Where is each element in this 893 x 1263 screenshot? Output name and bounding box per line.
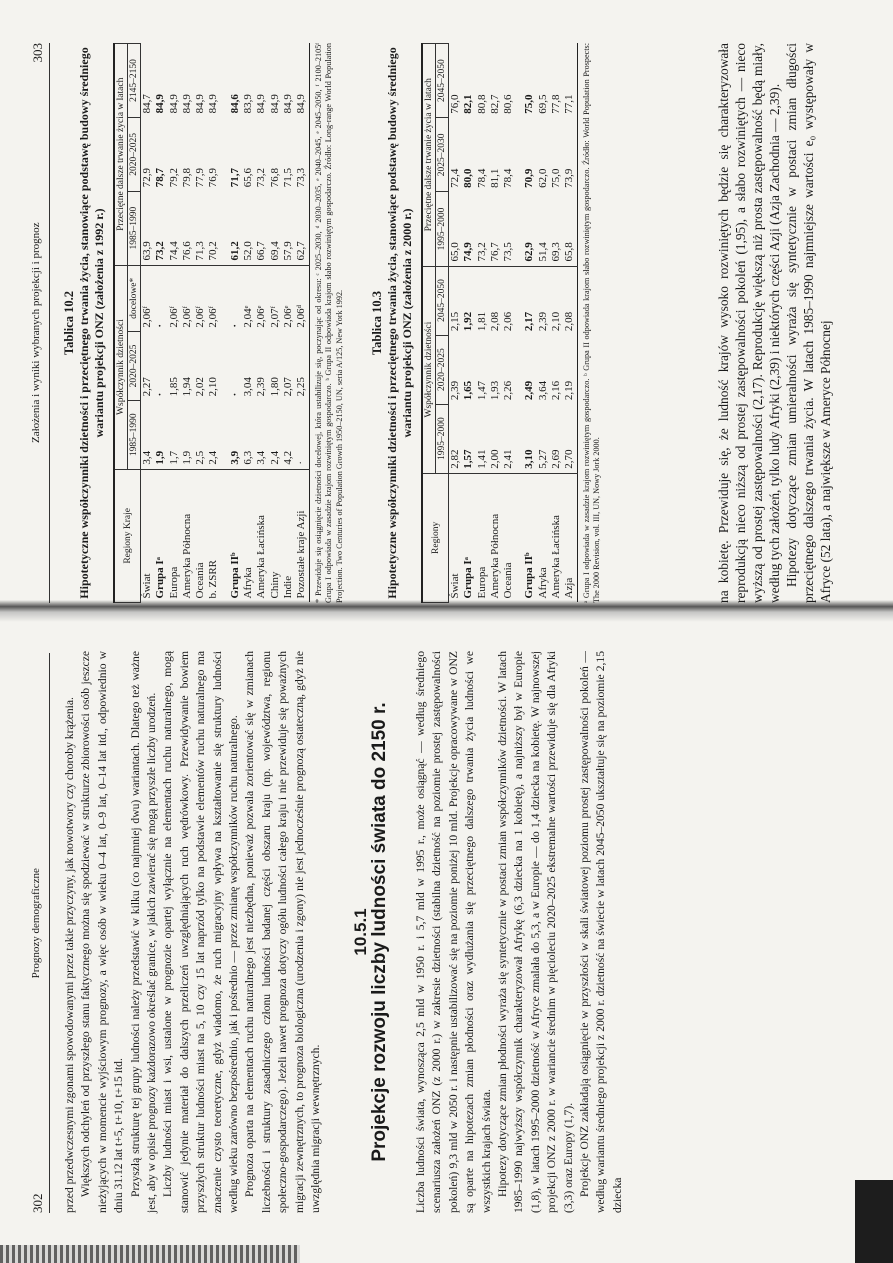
value-cell: 2,39 [536, 311, 549, 332]
value-cell: 1,9 [154, 400, 167, 469]
value-cell: 74,4 [168, 191, 181, 265]
region-cell: Świat [449, 573, 461, 599]
value-cell: 73,2 [476, 192, 489, 266]
value-cell: 73,5 [502, 192, 515, 266]
region-column-header: Regiony [422, 473, 449, 602]
region-cell: Oceania [502, 562, 515, 599]
region-cell: Oceania [194, 562, 207, 599]
value-cell: 2,06ᵈ [295, 304, 308, 328]
region-cell: Ameryka Łacińska [550, 515, 563, 599]
region-cell: Pozostałe kraje Azji [295, 510, 308, 599]
value-cell: 78,4 [502, 168, 515, 188]
value-cell: · [154, 392, 167, 397]
value-cell: · [154, 323, 167, 328]
value-cell: 81,1 [488, 168, 501, 188]
value-cell: 84,9 [268, 94, 281, 114]
value-cell: 2,16 [550, 380, 563, 401]
value-cell: 3,10 [523, 404, 536, 473]
section-number: 10.5.1 [350, 908, 370, 956]
column-header: 2145–2150 [128, 44, 141, 118]
section-title: Projekcje rozwoju liczby ludności świata do 2150 r. [368, 702, 390, 1162]
value-cell: 3,04 [242, 377, 255, 397]
value-cell: 80,8 [475, 94, 488, 114]
value-cell: 2,70 [563, 404, 577, 473]
column-header: docelowe* [128, 265, 141, 332]
value-cell: 4,2 [282, 400, 295, 469]
paragraph: Projekcje ONZ zakładają osiągnięcie w przyszłości w skali światowej poziomu prostej zastępowalności pokoleń — według wariantu średniego projekcji z 2000 r. dzietność na świecie w latach 2045–2050 ukształtuje się na poziomie 2,15 dziecka [577, 651, 624, 1213]
table-row [242, 44, 255, 603]
table-row [194, 44, 207, 603]
table-row [269, 44, 282, 603]
left-page-header [30, 653, 50, 1213]
value-cell: 84,9 [281, 94, 294, 114]
value-cell: 77,9 [194, 167, 207, 188]
column-header: 1985–1990 [128, 191, 141, 265]
column-header: 2045–2050 [436, 44, 449, 118]
value-cell: 84,9 [295, 94, 308, 114]
value-cell: 1,9 [181, 400, 194, 469]
value-cell: 66,7 [255, 191, 268, 265]
value-cell: 3,4 [255, 400, 268, 469]
value-cell: 3,64 [536, 380, 549, 401]
value-cell: 69,3 [550, 192, 563, 266]
value-cell: 84,9 [207, 94, 220, 114]
table-row [229, 44, 242, 603]
region-cell: Grupa IIᵇ [228, 552, 241, 599]
region-cell: b. ZSRR [207, 559, 220, 599]
value-cell: 72,9 [141, 167, 153, 188]
value-cell: 84,9 [154, 94, 167, 114]
table-row [476, 44, 489, 603]
value-cell: 2,25 [295, 377, 308, 397]
table-row [295, 44, 309, 603]
table-row [168, 44, 181, 603]
value-cell: 2,06ᶠ [180, 306, 193, 328]
value-cell: 2,39 [255, 377, 268, 397]
value-cell: 84,7 [141, 94, 153, 114]
value-cell: 73,2 [255, 167, 268, 188]
value-cell: 52,0 [242, 191, 255, 265]
value-cell: 2,69 [550, 404, 563, 473]
value-cell: 2,15 [449, 311, 461, 332]
value-cell: 65,8 [563, 192, 577, 266]
table-row [282, 44, 295, 603]
paragraph: Prognoza oparta na elementach ruchu naturalnego jest niezbędna, ponieważ pozwala zorientować się w zmianach liczebności i struktury zasadniczego członu ludności badanej części obszaru kraju (np. województwa, regionu społeczno-gospodarczego). Jeżeli nawet prognoza dotyczy ogółu ludności całego kraju i nie przewiduje się poważnych migracji zewnętrznych, to prognoza biologiczna (urodzenia i zgony) nie jest jednocześnie prognozą ostateczną, gdyż nie uwzględnia migracji wewnętrznych. [243, 651, 323, 1213]
value-cell: 2,08 [563, 311, 576, 332]
value-cell: 75,0 [550, 168, 563, 188]
value-cell: 1,94 [180, 377, 193, 397]
column-header: 2020–2025 [436, 335, 449, 404]
column-header: 2020–2025 [128, 117, 141, 191]
value-cell: 2,06ᶠ [141, 306, 153, 328]
table-caption [62, 43, 107, 603]
region-cell: Świat [141, 573, 153, 599]
table-row [563, 44, 577, 603]
value-cell: 1,93 [488, 380, 501, 401]
table-row [462, 44, 475, 603]
value-cell: 76,0 [449, 94, 461, 114]
value-cell: 2,39 [449, 380, 461, 401]
column-header: 2020–2025 [128, 332, 141, 401]
table-row [181, 44, 194, 603]
value-cell: 76,6 [181, 191, 194, 265]
value-cell: 80,0 [462, 168, 475, 188]
column-header: 2045–2050 [436, 266, 449, 335]
value-cell: 2,08 [488, 311, 501, 332]
value-cell: 82,7 [488, 94, 501, 114]
value-cell: 83,9 [242, 94, 255, 114]
data-table [421, 43, 578, 603]
value-cell: 2,49 [523, 380, 536, 401]
table-row [489, 44, 502, 603]
value-cell: 2,10 [207, 377, 220, 397]
value-cell: 3,4 [141, 400, 155, 469]
value-cell: 69,4 [269, 191, 282, 265]
table-row [449, 44, 463, 603]
value-cell: 6,3 [242, 400, 255, 469]
value-cell: 76,8 [268, 167, 281, 188]
value-cell: 79,2 [167, 167, 180, 188]
value-cell: 62,7 [295, 191, 309, 265]
right-page-body [715, 43, 834, 603]
data-table [113, 43, 310, 603]
value-cell: 61,2 [229, 191, 242, 265]
value-cell: 73,3 [295, 167, 308, 188]
value-cell: 2,41 [502, 404, 515, 473]
left-page-body [62, 651, 626, 1213]
value-cell: 2,04ᵉ [242, 305, 255, 328]
value-cell: 82,1 [462, 94, 475, 114]
value-cell: 65,0 [449, 192, 463, 266]
value-cell: 78,7 [154, 167, 167, 188]
paragraph: Przyszłą strukturę tej grupy ludności należy przedstawić w kilku (co najmniej dwu) wariantach. Dlatego też ważne jest, aby w opisie prognozy każdorazowo określać granice, w jakich zawierać się mogą przyszłe liczby urodzeń. [128, 651, 159, 1213]
region-cell: Indie [281, 575, 294, 599]
value-cell: 2,02 [194, 377, 207, 397]
life-expectancy-header: Przeciętne dalsze trwanie życia w latach [114, 44, 128, 266]
region-cell: Europa [475, 566, 488, 599]
table-title: Hipotetyczne współczynniki dzietności i przeciętnego trwania życia, stanowiące podstawę budowy średniego wariantu projekcji ONZ (założenia z 1992 r.) [77, 47, 106, 599]
value-cell: 78,4 [475, 168, 488, 188]
value-cell: 2,10 [550, 311, 563, 332]
value-cell: 84,9 [255, 94, 268, 114]
region-cell: Grupa Iᵃ [154, 557, 167, 599]
value-cell: 71,3 [194, 191, 207, 265]
value-cell: 2,06ᵉ [255, 305, 268, 328]
table-row [523, 44, 536, 603]
section-heading [350, 651, 391, 1213]
value-cell: 2,00 [489, 404, 502, 473]
table-row [141, 44, 155, 603]
region-cell: Ameryka Północna [180, 513, 193, 599]
region-cell: Grupa IIᵇ [523, 552, 536, 599]
value-cell: · [228, 323, 241, 328]
right-page-header [30, 43, 50, 603]
value-cell: 76,9 [207, 167, 220, 188]
value-cell: 79,8 [180, 167, 193, 188]
value-cell: 1,47 [475, 380, 488, 401]
value-cell: 1,7 [168, 400, 181, 469]
paragraph: Liczby ludności miast i wsi, ustalone w prognozie opartej wyłącznie na elementach ruchu naturalnego, mogą stanowić jedynie materiał do dalszych przeliczeń uwzględniających ruch wędrówkowy. Przewidywanie bowiem przyszłych struktur ludności miast na 5, 10 czy 15 lat naprzód tylko na podstawie elementów ruchu naturalnego ma znaczenie czysto teoretyczne, gdyż wiadomo, że ruch migracyjny wpływa na kształtowanie się struktury ludności według wieku zarówno bezpośrednio, jak i pośrednio — przez zmianę współczynników ruchu naturalnego. [161, 651, 241, 1213]
value-cell: 71,7 [228, 167, 241, 188]
value-cell: 5,27 [537, 404, 550, 473]
value-cell: 2,06 [502, 311, 515, 332]
value-cell: 62,0 [536, 168, 549, 188]
table-row [537, 44, 550, 603]
value-cell: 2,4 [269, 400, 282, 469]
value-cell: 74,9 [462, 192, 475, 266]
value-cell: 75,0 [523, 94, 536, 114]
value-cell: 71,5 [281, 167, 294, 188]
paragraph: przed przedwczesnymi zgonami spowodowanymi przez takie przyczyny, jak nowotwory czy choroby krążenia. [63, 697, 76, 1213]
value-cell: 1,85 [167, 377, 180, 397]
value-cell: 3,9 [229, 400, 242, 469]
life-expectancy-header: Przeciętne dalsze trwanie życia w latach [422, 44, 436, 267]
column-header: 1995–2000 [436, 404, 449, 473]
right-page-number: 303 [30, 43, 45, 63]
region-cell: Ameryka Łacińska [255, 515, 268, 599]
value-cell: · [228, 392, 241, 397]
value-cell: 2,5 [194, 400, 207, 469]
value-cell: · [295, 400, 309, 469]
value-cell: 2,06ᶠ [167, 306, 180, 328]
region-cell: Afryka [242, 567, 255, 599]
region-cell: Azja [563, 577, 576, 599]
value-cell: 1,81 [475, 311, 488, 332]
table-row [502, 44, 515, 603]
paragraph: Hipotezy dotyczące zmian umieralności wyraża się syntetycznie w postaci zmian długości przeciętnego dalszego trwania życia. W latach 1985–1990 najmniejsze wartości e₀ występowały w Afryce (52 lata), a największe w Ameryce Północnej [784, 43, 833, 603]
value-cell: 2,82 [449, 404, 463, 473]
value-cell: 70,2 [207, 191, 220, 265]
table-notes: * Przewiduje się osiągnięcie dzietności docelowej, która ustabilizuje się, poczynając od okresu: ᶜ 2025–2030, ᵈ 2030–2035, ᵉ 2040–2045, ᵉ 2045–2050, ᶠ 2100–2105ᶠ Grupa I odpowiada w zasadzie krajom rozwiniętym gospodarczo. ᵇ Grupa II odpowiada krajom słabo rozwiniętym gospodarczo. Źródło: Long-range World Population Projection. Two Centuries of Population Growth 1950–2150, UN, seria A/125, New York 1992. [313, 43, 344, 603]
region-cell: Grupa Iᵃ [462, 557, 475, 599]
region-column-header: Regiony Kraje [114, 469, 141, 602]
value-cell: 2,26 [502, 380, 515, 401]
column-header: 1985–1990 [128, 400, 141, 469]
table-row [207, 44, 220, 603]
value-cell: 73,2 [154, 191, 167, 265]
value-cell: 2,06ᶠ [207, 306, 220, 328]
value-cell: 73,9 [563, 168, 576, 188]
value-cell: 62,9 [523, 192, 536, 266]
paragraph: na kobietę. Przewiduje się, że ludność krajów wysoko rozwiniętych będzie się charakteryzowała reprodukcją nieco niższą od prostej zastępowalności pokoleń (1,95), a słabo rozwiniętych — nieco wyższą od prostej zastępowalności (2,17). Reprodukcję większą niż prosta zastępowalność będą miały, według tych założeń, tylko ludy Afryki (2,39) i niektórych części Azji (Azja Zachodnia — 2,39). [716, 43, 782, 603]
value-cell: 80,6 [502, 94, 515, 114]
left-paragraphs-before [62, 651, 325, 1213]
value-cell: 2,27 [141, 377, 153, 397]
table-10-3 [370, 43, 603, 603]
table-10-2 [62, 43, 345, 603]
table-caption [370, 43, 415, 603]
value-cell: 69,5 [536, 94, 549, 114]
value-cell: 84,9 [167, 94, 180, 114]
paragraph: Hipotezy dotyczące zmian płodności wyraża się syntetycznie w postaci zmian współczynników dzietności. W latach 1985–1990 najwyższy współczynnik charakteryzował Afrykę (6,3 dziecka na 1 kobietę), a najniższy był w Europie (1,8), w latach 1995–2000 dzietność w Afryce zmalała do 5,3, a w Europie — do 1,4 dziecka na kobietę. W najnowszej projekcji ONZ z 2000 r. w wariancie średnim w pięcioleciu 2020–2025 ekstremalne wartości przewiduje się dla Afryki (3,3) oraz Europy (1,7). [495, 651, 575, 1213]
value-cell: 57,9 [282, 191, 295, 265]
column-header: 2025–2030 [436, 118, 449, 192]
paragraph: Większych odchyleń od przyszłego stanu faktycznego można się spodziewać w strukturze zbiorowości osób jeszcze nieżyjących w momencie wyjściowym prognozy, a więc osób w wieku 0–4 lat, 0–9 lat, 0–14 lat itd., odpowiednio w dniu 31.12 lat t+5, t+10, t+15 itd. [79, 651, 126, 1213]
value-cell: 70,9 [523, 168, 536, 188]
column-header: 1995–2000 [436, 192, 449, 266]
value-cell: 1,80 [268, 377, 281, 397]
value-cell: 2,17 [523, 311, 536, 332]
value-cell: 76,7 [489, 192, 502, 266]
paragraph: Liczba ludności świata, wynosząca 2,5 mld w 1950 r. i 5,7 mld w 1995 r., może osiągnąć — według średniego scenariusza założeń ONZ (z 2000 r.) w zakresie dzietności (stabilna dzietność na poziomie prostej zastępowalności pokoleń) 9,3 mld w 2050 r. i następnie ustabilizować się na poziomie poniżej 10 mld. Projekcje opracowywane w ONZ są oparte na hipotezach zmian płodności oraz wydłużania się przeciętnego dalszego trwania życia ludności we wszystkich krajach świata. [413, 651, 493, 1213]
fertility-header: Współczynnik dzietności [114, 265, 128, 469]
value-cell: 2,06ᶠ [194, 306, 207, 328]
region-cell: Europa [167, 566, 180, 599]
value-cell: 1,41 [476, 404, 489, 473]
right-running-title: Założenia i wyniki wybranych projekcji i prognoz [30, 222, 42, 444]
value-cell: 1,92 [462, 311, 475, 332]
value-cell: 2,4 [207, 400, 220, 469]
value-cell: 2,07ᶠ [268, 306, 281, 328]
value-cell: 2,19 [563, 380, 576, 401]
value-cell: 84,9 [194, 94, 207, 114]
left-page-number: 302 [30, 1193, 45, 1213]
fertility-header: Współczynnik dzietności [422, 266, 436, 473]
left-paragraphs-after [413, 651, 626, 1213]
table-number: Tablica 10.2 [62, 290, 76, 356]
table-row [154, 44, 167, 603]
value-cell: 2,07 [281, 377, 294, 397]
table-row [255, 44, 268, 603]
value-cell: 77,1 [563, 94, 576, 114]
value-cell: 84,9 [180, 94, 193, 114]
value-cell: 51,4 [537, 192, 550, 266]
left-running-title: Prognozy demograficzne [30, 868, 42, 979]
value-cell: 72,4 [449, 168, 461, 188]
region-cell: Afryka [536, 567, 549, 599]
value-cell: 77,8 [550, 94, 563, 114]
region-cell: Chiny [268, 571, 281, 599]
table-notes: ᵃ Grupa I odpowiada w zasadzie krajom rozwiniętym gospodarczo. ᵇ Grupa II odpowiada krajom słabo rozwiniętym gospodarczo. Źródło: World Population Prospects: The 2000 Revision, vol. III, UN, Nowy Jork 2000. [581, 43, 602, 603]
value-cell: 1,57 [462, 404, 475, 473]
value-cell: 65,6 [242, 167, 255, 188]
value-cell: 84,6 [228, 94, 241, 114]
table-number: Tablica 10.3 [370, 290, 384, 356]
value-cell: 63,9 [141, 191, 155, 265]
region-cell: Ameryka Północna [488, 513, 501, 599]
value-cell: 2,06ᵉ [281, 305, 294, 328]
value-cell: 1,65 [462, 380, 475, 401]
table-row [550, 44, 563, 603]
table-title: Hipotetyczne współczynniki dzietności i przeciętnego trwania życia, stanowiące podstawę budowy średniego wariantu projekcji ONZ (założenia z 2000 r.) [385, 47, 414, 599]
